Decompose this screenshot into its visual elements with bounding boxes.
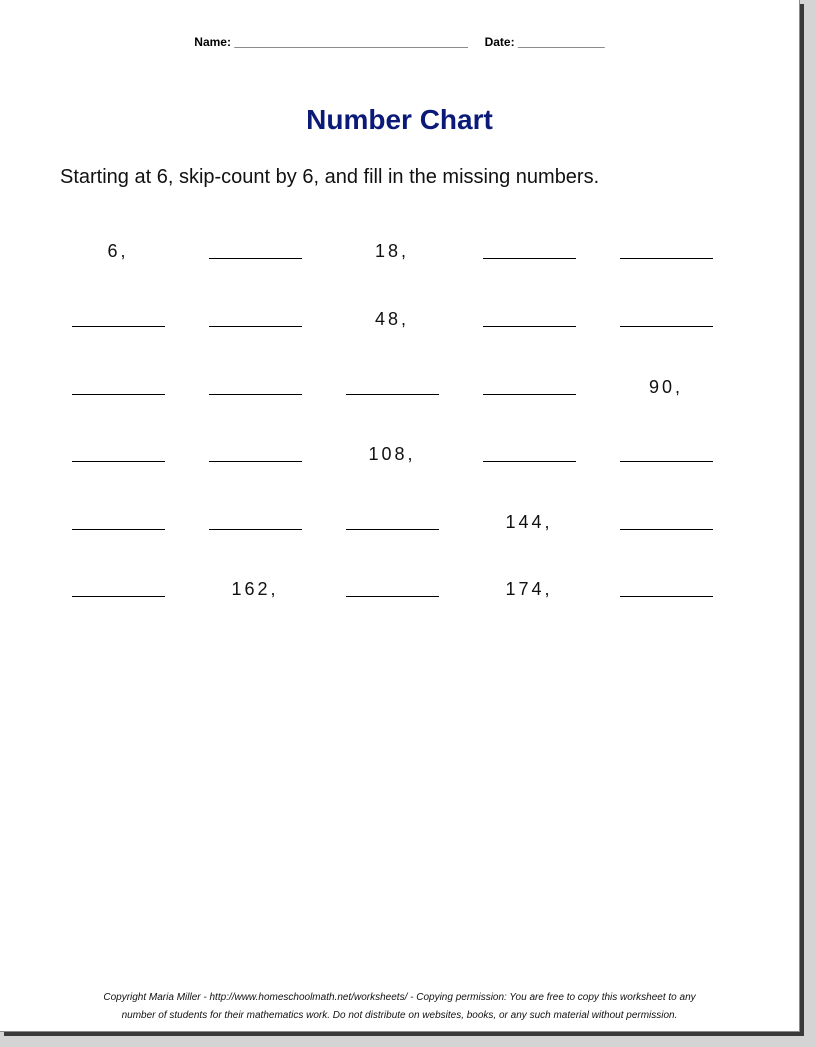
date-label: Date: [484, 35, 515, 49]
answer-blank [61, 441, 175, 467]
blank-line [620, 583, 713, 597]
page-shadow-right [800, 4, 804, 1036]
copyright-line-2: number of students for their mathematics work. Do not distribute on websites, books, or any such material without permission. [121, 1010, 678, 1021]
answer-blank [61, 576, 175, 602]
number-chart-grid [50, 0, 750, 640]
page-title: Number Chart [306, 104, 493, 135]
copyright-notice [0, 989, 799, 1025]
answer-blank [609, 509, 723, 535]
blank-line [72, 583, 165, 597]
answer-blank [472, 374, 586, 400]
blank-line [209, 245, 302, 259]
name-field-blank: ___________________________________ [234, 35, 468, 49]
blank-line [209, 448, 302, 462]
blank-line [72, 381, 165, 395]
answer-blank [198, 509, 312, 535]
blank-line [346, 583, 439, 597]
blank-line [209, 516, 302, 530]
blank-line [209, 313, 302, 327]
answer-blank [609, 238, 723, 264]
answer-blank [609, 306, 723, 332]
answer-blank [198, 374, 312, 400]
answer-blank [61, 374, 175, 400]
answer-blank [61, 306, 175, 332]
blank-line [72, 313, 165, 327]
answer-blank [198, 441, 312, 467]
answer-blank [609, 576, 723, 602]
answer-blank [61, 509, 175, 535]
blank-line [620, 516, 713, 530]
answer-blank [609, 441, 723, 467]
given-number: 174, [505, 579, 553, 599]
blank-line [483, 245, 576, 259]
answer-blank [198, 238, 312, 264]
answer-blank [472, 441, 586, 467]
given-number: 90, [648, 377, 684, 397]
blank-line [72, 516, 165, 530]
given-number: 108, [368, 444, 416, 464]
blank-line [483, 313, 576, 327]
given-number: 144, [505, 512, 553, 532]
blank-line [620, 448, 713, 462]
instructions-text: Starting at 6, skip-count by 6, and fill in the missing numbers. [60, 166, 600, 188]
answer-blank [335, 576, 449, 602]
answer-blank [198, 306, 312, 332]
given-number: 48, [374, 309, 410, 329]
answer-blank [472, 238, 586, 264]
blank-line [483, 381, 576, 395]
copyright-line-1: Copyright Maria Miller - http://www.homeschoolmath.net/worksheets/ - Copying permission: You are free to copy this worksheet to any [103, 992, 696, 1003]
given-number: 6, [107, 241, 129, 261]
blank-line [620, 245, 713, 259]
given-number: 18, [374, 241, 410, 261]
given-number: 162, [231, 579, 279, 599]
blank-line [620, 313, 713, 327]
name-label: Name: [194, 35, 231, 49]
blank-line [483, 448, 576, 462]
date-field-blank: _____________ [517, 35, 605, 49]
page-shadow-bottom [4, 1032, 804, 1036]
blank-line [72, 448, 165, 462]
answer-blank [335, 374, 449, 400]
blank-line [346, 516, 439, 530]
blank-line [209, 381, 302, 395]
answer-blank [335, 509, 449, 535]
blank-line [346, 381, 439, 395]
answer-blank [472, 306, 586, 332]
